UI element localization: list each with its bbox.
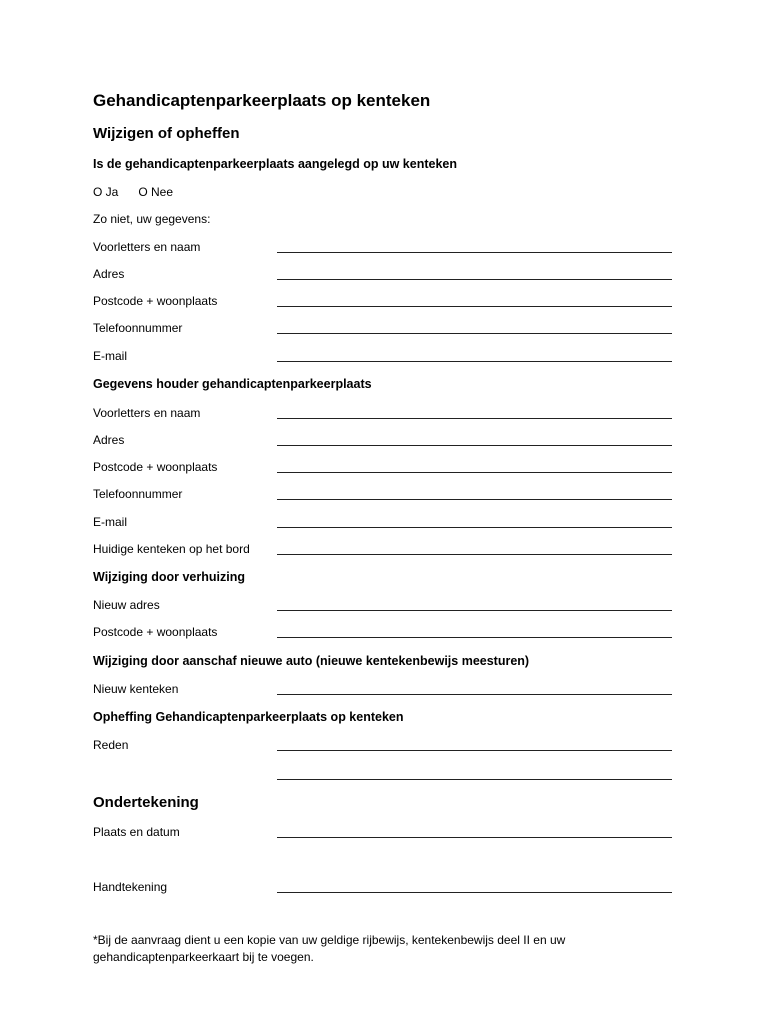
if-not-label: Zo niet, uw gegevens:: [93, 212, 211, 226]
moving-postcode-field[interactable]: [277, 637, 672, 638]
holder-name-label: Voorletters en naam: [93, 406, 201, 420]
holder-plate-label: Huidige kenteken op het bord: [93, 542, 250, 556]
holder-postcode-label: Postcode + woonplaats: [93, 460, 218, 474]
holder-heading: Gegevens houder gehandicaptenparkeerplaats: [93, 377, 372, 391]
applicant-phone-label: Telefoonnummer: [93, 321, 183, 335]
applicant-email-field[interactable]: [277, 361, 672, 362]
holder-phone-field[interactable]: [277, 499, 672, 500]
place-date-field[interactable]: [277, 837, 672, 838]
question-heading: Is de gehandicaptenparkeerplaats aangelegd op uw kenteken: [93, 157, 458, 171]
holder-email-field[interactable]: [277, 527, 672, 528]
holder-email-label: E-mail: [93, 515, 128, 529]
holder-plate-field[interactable]: [277, 554, 672, 555]
holder-phone-label: Telefoonnummer: [93, 487, 183, 501]
holder-address-field[interactable]: [277, 445, 672, 446]
place-date-label: Plaats en datum: [93, 825, 180, 839]
reason-field-line-2[interactable]: [277, 779, 672, 780]
moving-postcode-label: Postcode + woonplaats: [93, 625, 218, 639]
reason-label: Reden: [93, 738, 129, 752]
footnote: *Bij de aanvraag dient u een kopie van uw geldige rijbewijs, kentekenbewijs deel II en uw gehandicaptenparkeerkaart bij te voegen.: [93, 933, 566, 964]
applicant-phone-field[interactable]: [277, 333, 672, 334]
radio-group: [93, 185, 193, 199]
radio-yes[interactable]: O Ja: [93, 185, 119, 199]
holder-address-label: Adres: [93, 433, 125, 447]
applicant-address-label: Adres: [93, 267, 125, 281]
applicant-postcode-label: Postcode + woonplaats: [93, 294, 218, 308]
radio-no[interactable]: O Nee: [138, 185, 174, 199]
page-title: Gehandicaptenparkeerplaats op kenteken: [93, 91, 431, 110]
moving-address-field[interactable]: [277, 610, 672, 611]
applicant-address-field[interactable]: [277, 279, 672, 280]
new-plate-label: Nieuw kenteken: [93, 682, 179, 696]
applicant-postcode-field[interactable]: [277, 306, 672, 307]
signature-heading: Ondertekening: [93, 794, 199, 811]
signature-field[interactable]: [277, 892, 672, 893]
cancel-heading: Opheffing Gehandicaptenparkeerplaats op kenteken: [93, 710, 404, 724]
holder-postcode-field[interactable]: [277, 472, 672, 473]
page-subtitle: Wijzigen of opheffen: [93, 125, 240, 142]
reason-field-line-1[interactable]: [277, 750, 672, 751]
applicant-email-label: E-mail: [93, 349, 128, 363]
holder-name-field[interactable]: [277, 418, 672, 419]
applicant-name-field[interactable]: [277, 252, 672, 253]
applicant-name-label: Voorletters en naam: [93, 240, 201, 254]
signature-label: Handtekening: [93, 880, 168, 894]
new-car-heading: Wijziging door aanschaf nieuwe auto (nieuwe kentekenbewijs meesturen): [93, 654, 530, 668]
moving-address-label: Nieuw adres: [93, 598, 160, 612]
moving-heading: Wijziging door verhuizing: [93, 570, 245, 584]
new-plate-field[interactable]: [277, 694, 672, 695]
